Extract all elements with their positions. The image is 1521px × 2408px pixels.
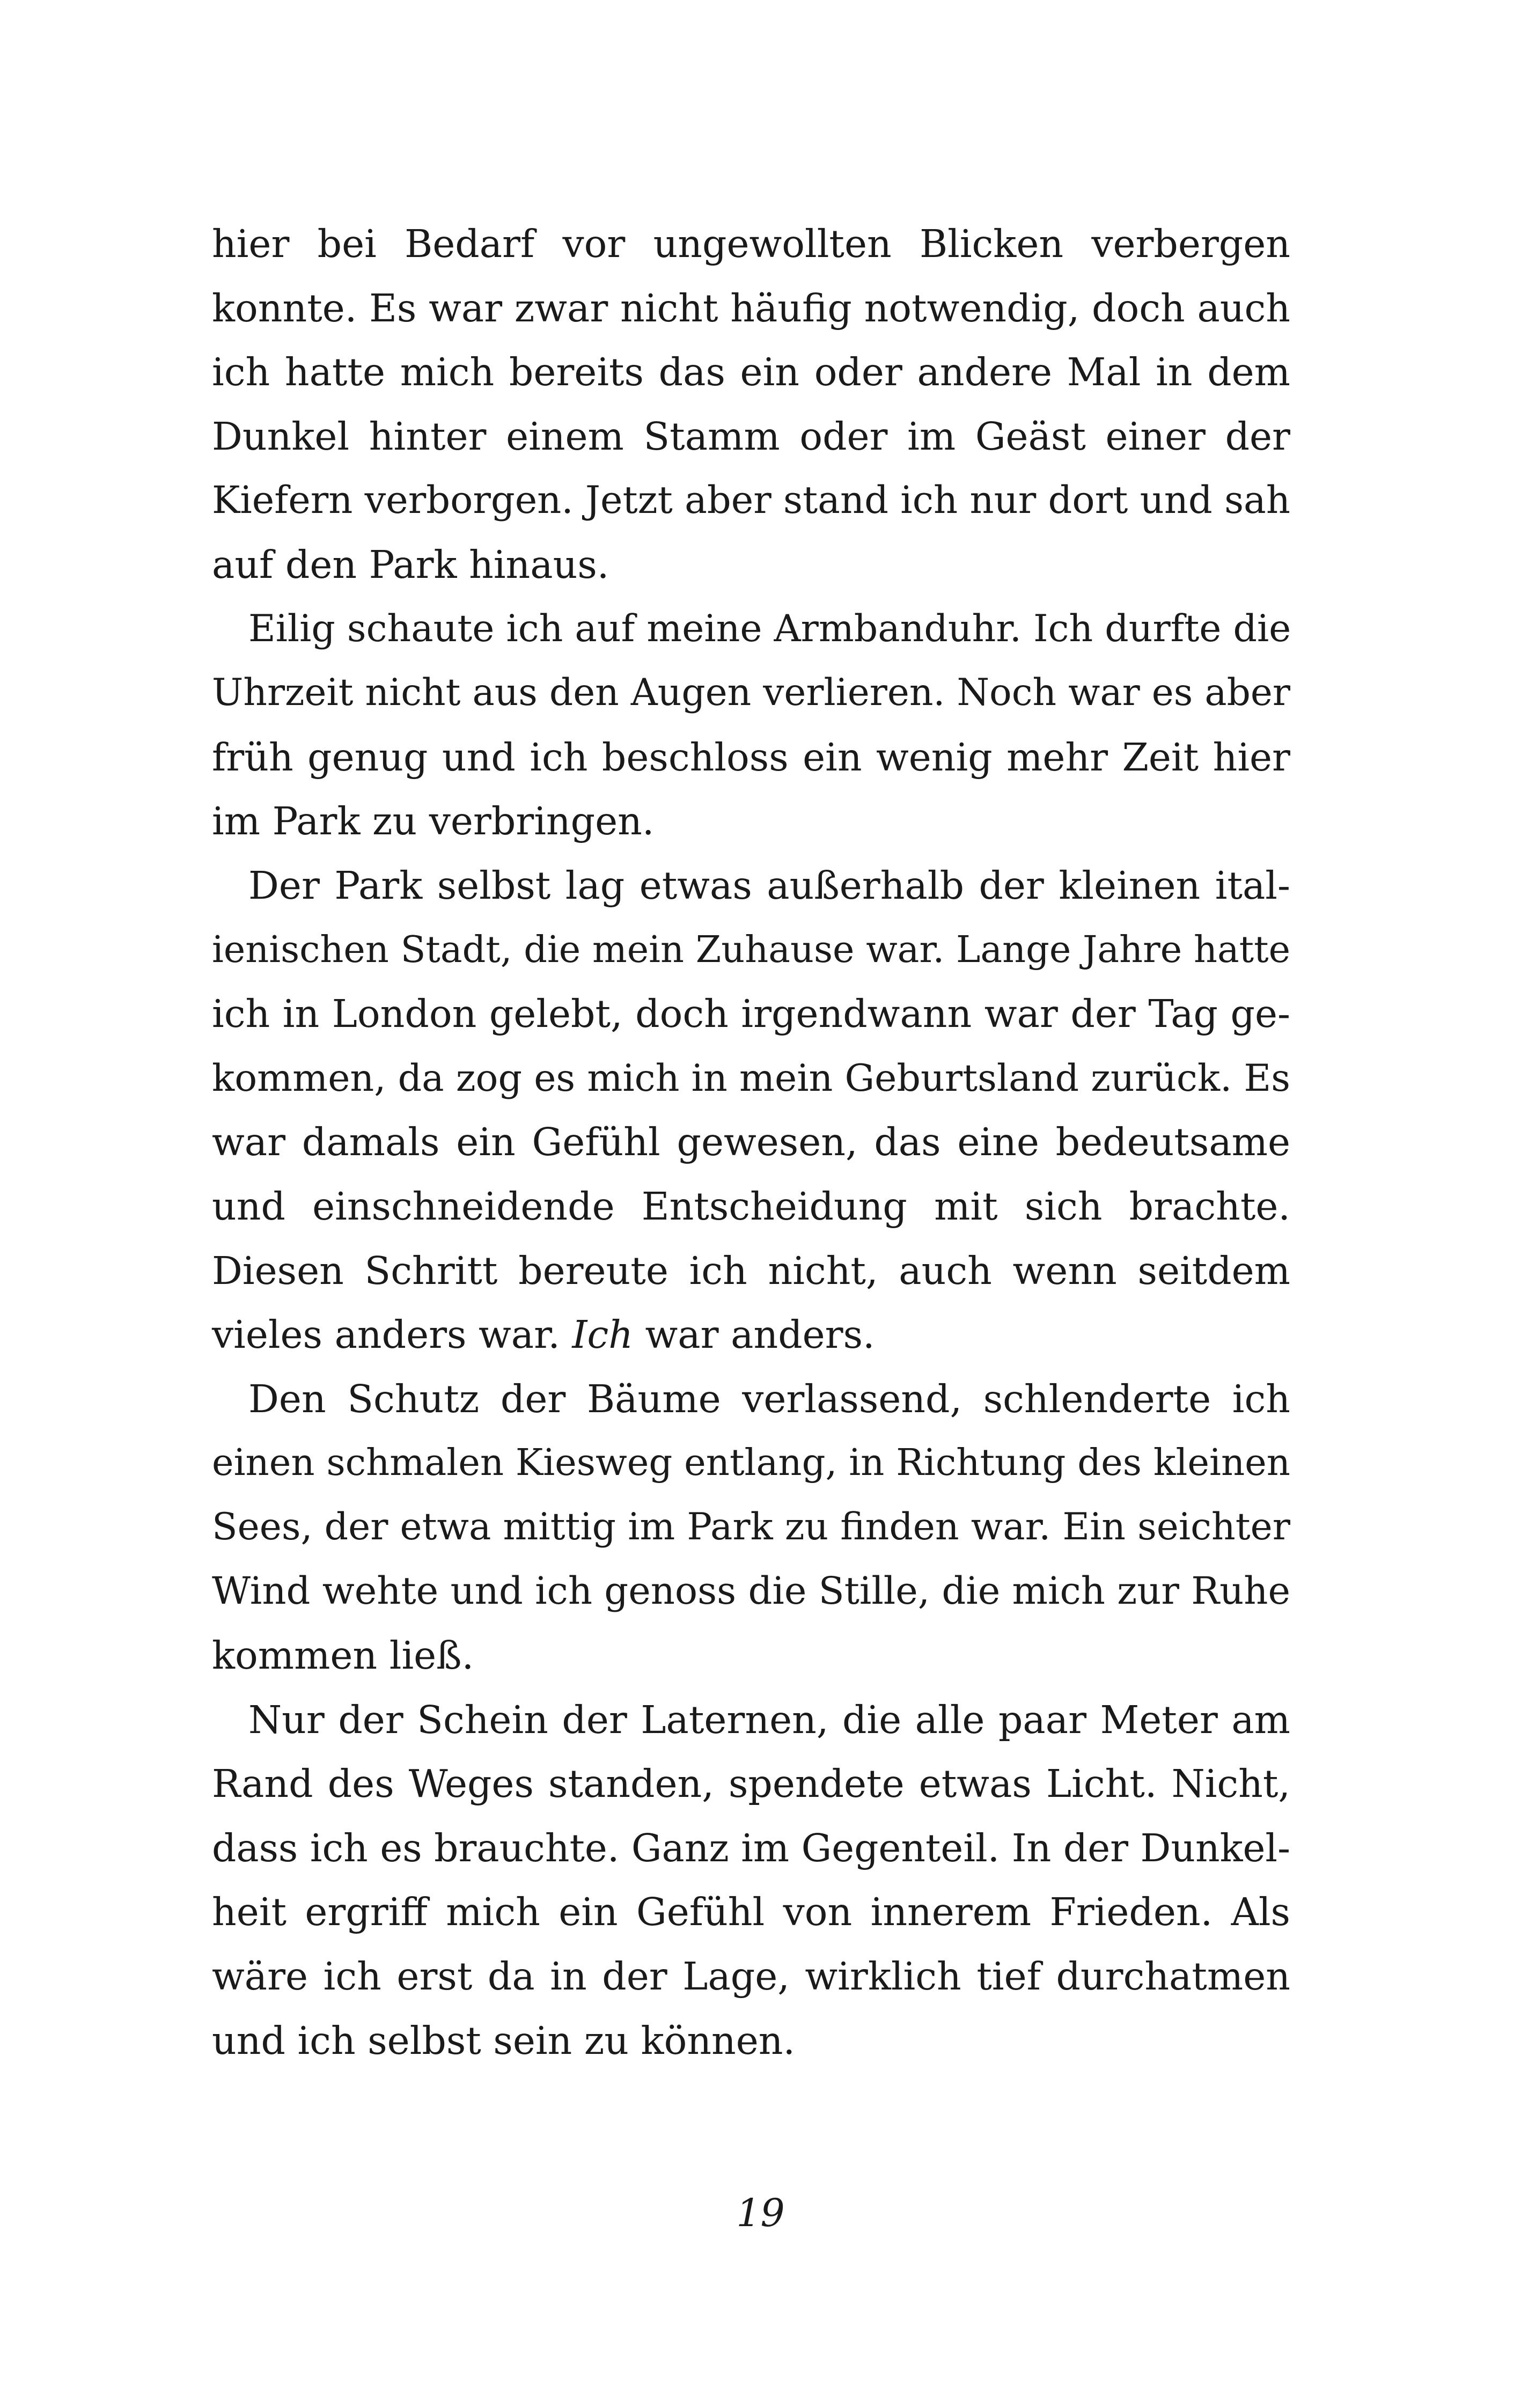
- emphasized-word: Ich: [572, 1312, 633, 1357]
- paragraph-2: [212, 597, 1290, 854]
- text-line: ich in London gelebt, doch irgendwann war der Tag ge-: [212, 992, 1290, 1037]
- text-line: konnte. Es war zwar nicht häufig notwendig, doch auch: [212, 285, 1290, 331]
- text-line: und ich selbst sein zu können.: [212, 2018, 796, 2063]
- text-line: ienischen Stadt, die mein Zuhause war. Lange Jahre hatte: [212, 928, 1290, 971]
- text-line: Wind wehte und ich genoss die Stille, die mich zur Ruhe: [212, 1569, 1290, 1613]
- text-line: Eilig schaute ich auf meine Armbanduhr. Ich durfte die: [248, 607, 1291, 650]
- page-number: 19: [736, 2191, 785, 2235]
- text-line: heit ergriff mich ein Gefühl von innerem Frieden. Als: [212, 1890, 1290, 1935]
- text-line: einen schmalen Kiesweg entlang, in Richtung des kleinen: [212, 1441, 1290, 1485]
- text-line: Uhrzeit nicht aus den Augen verlieren. Noch war es aber: [212, 671, 1290, 715]
- text-line: Den Schutz der Bäume verlassend, schlenderte ich: [248, 1376, 1290, 1421]
- text-line: im Park zu verbringen.: [212, 799, 655, 844]
- paragraph-4: [212, 1367, 1290, 1688]
- text-line: [212, 1303, 1290, 1367]
- body-text: [212, 212, 1290, 2073]
- text-line: dass ich es brauchte. Ganz im Gegenteil. In der Dunkel-: [212, 1825, 1290, 1870]
- text-line: ich hatte mich bereits das ein oder andere Mal in dem: [212, 350, 1290, 395]
- text-line: Nur der Schein der Laternen, die alle paar Meter am: [248, 1697, 1290, 1742]
- text-line: Kiefern verborgen. Jetzt aber stand ich nur dort und sah: [212, 478, 1290, 523]
- text-segment: war anders.: [633, 1312, 875, 1357]
- text-line: kommen ließ.: [212, 1633, 474, 1678]
- text-line: Sees, der etwa mittig im Park zu finden war. Ein seichter: [212, 1505, 1290, 1548]
- text-line: Rand des Weges standen, spendete etwas Licht. Nicht,: [212, 1761, 1290, 1807]
- text-line: war damals ein Gefühl gewesen, das eine bedeutsame: [212, 1120, 1290, 1165]
- text-line: hier bei Bedarf vor ungewollten Blicken verbergen: [212, 222, 1290, 266]
- text-segment: vieles anders war.: [212, 1312, 572, 1357]
- text-line: kommen, da zog es mich in mein Geburtsland zurück. Es: [212, 1056, 1290, 1100]
- text-line: früh genug und ich beschloss ein wenig mehr Zeit hier: [212, 735, 1290, 780]
- text-line: Diesen Schritt bereute ich nicht, auch wenn seitdem: [212, 1248, 1290, 1293]
- text-line: Dunkel hinter einem Stamm oder im Geäst einer der: [212, 414, 1290, 459]
- paragraph-3: [212, 854, 1290, 1367]
- text-line: auf den Park hinaus.: [212, 542, 609, 587]
- paragraph-5: [212, 1688, 1290, 2073]
- text-line: und einschneidende Entscheidung mit sich brachte.: [212, 1184, 1290, 1229]
- text-line: Der Park selbst lag etwas außerhalb der kleinen ital-: [248, 863, 1290, 908]
- paragraph-1: [212, 212, 1290, 597]
- text-line: wäre ich erst da in der Lage, wirklich tief durchatmen: [212, 1954, 1290, 1999]
